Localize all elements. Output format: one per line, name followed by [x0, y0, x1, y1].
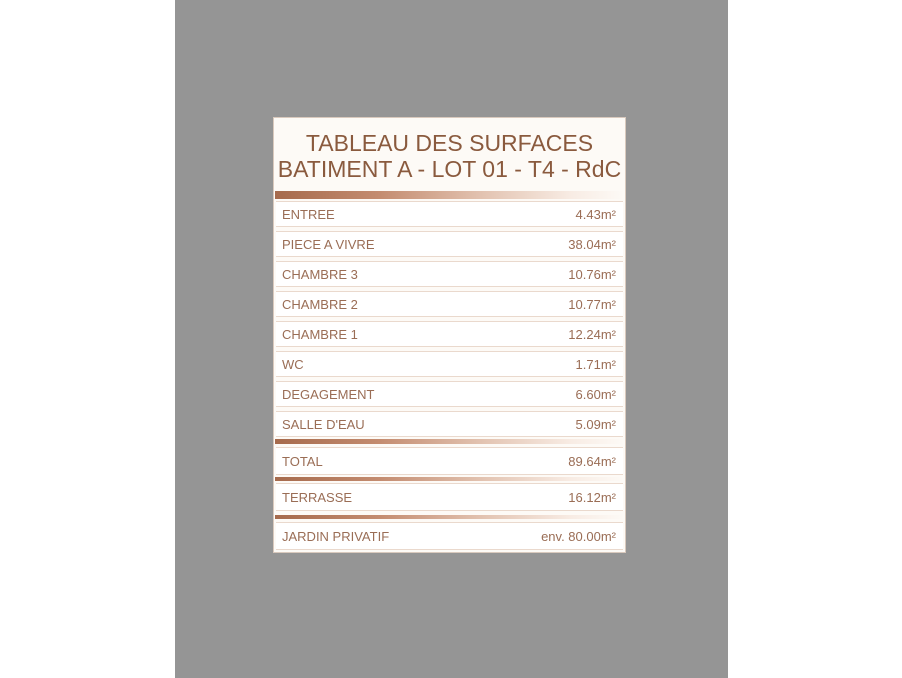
table-row-jardin-privatif: [276, 522, 623, 550]
row-label: DEGAGEMENT: [282, 387, 375, 402]
row-value: 38.04m²: [568, 237, 616, 252]
header-divider: [275, 191, 624, 199]
row-label: CHAMBRE 2: [282, 297, 358, 312]
row-label: WC: [282, 357, 304, 372]
row-label: CHAMBRE 3: [282, 267, 358, 282]
row-value: 10.76m²: [568, 267, 616, 282]
jardin-label: JARDIN PRIVATIF: [282, 529, 390, 544]
row-label: ENTREE: [282, 207, 335, 222]
row-value: 10.77m²: [568, 297, 616, 312]
table-row-terrasse: [276, 483, 623, 511]
table-subtitle: BATIMENT A - LOT 01 - T4 - RdC: [277, 156, 622, 182]
total-label: TOTAL: [282, 454, 323, 469]
table-title: TABLEAU DES SURFACES: [305, 130, 594, 156]
row-value: 12.24m²: [568, 327, 616, 342]
terrasse-value: 16.12m²: [568, 490, 616, 505]
row-value: 1.71m²: [575, 357, 616, 372]
table-row-degagement: [276, 381, 623, 407]
total-divider: [275, 439, 624, 444]
terrasse-label: TERRASSE: [282, 490, 353, 505]
table-row-entree: [276, 201, 623, 227]
row-value: 4.43m²: [575, 207, 616, 222]
row-label: SALLE D'EAU: [282, 417, 365, 432]
table-row-salle-d-eau: [276, 411, 623, 437]
jardin-divider: [275, 515, 624, 519]
table-row-total: [276, 447, 623, 475]
row-label: CHAMBRE 1: [282, 327, 358, 342]
table-row-wc: [276, 351, 623, 377]
terrasse-divider: [275, 477, 624, 481]
total-value: 89.64m²: [568, 454, 616, 469]
surface-table-card: [273, 117, 626, 553]
jardin-value: env. 80.00m²: [541, 529, 616, 544]
table-row-chambre-2: [276, 291, 623, 317]
table-row-piece-a-vivre: [276, 231, 623, 257]
table-row-chambre-3: [276, 261, 623, 287]
row-value: 5.09m²: [575, 417, 616, 432]
row-value: 6.60m²: [575, 387, 616, 402]
table-row-chambre-1: [276, 321, 623, 347]
row-label: PIECE A VIVRE: [282, 237, 375, 252]
